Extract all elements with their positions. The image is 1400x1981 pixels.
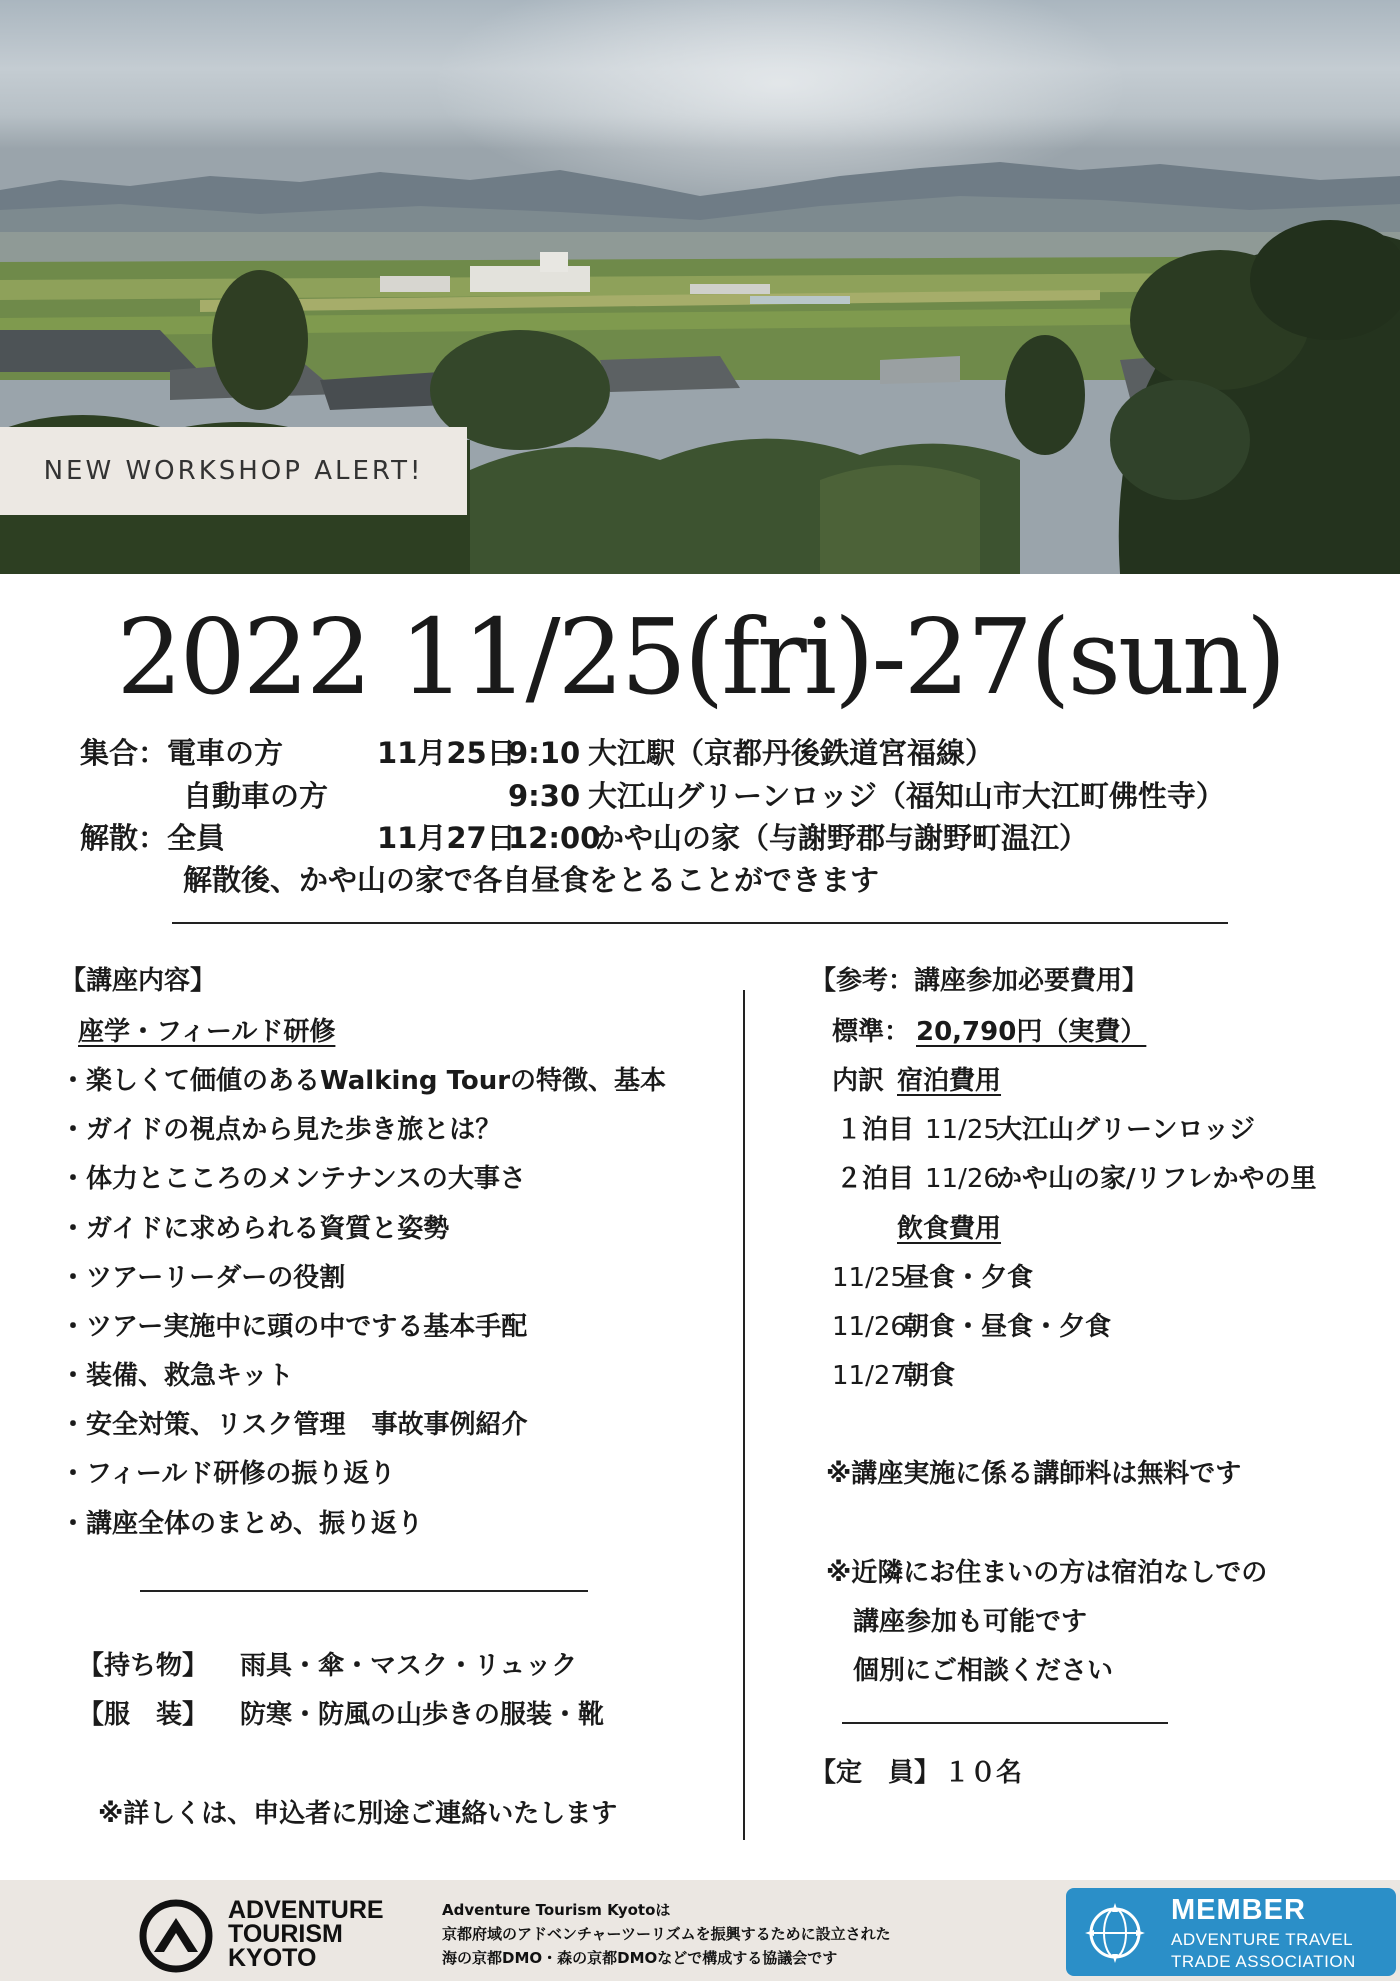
night1-place: 大江山グリーンロッジ — [996, 1115, 1255, 1145]
schedule-row1-place: 大江駅（京都丹後鉄道宮福線） — [588, 736, 995, 770]
lodging-label: 宿泊費用 — [897, 1066, 1002, 1096]
night2-date: 11/26 — [925, 1164, 1000, 1194]
capacity-value: １０名 — [944, 1758, 1023, 1788]
meal1-text: 昼食・夕食 — [903, 1263, 1034, 1293]
logo-line2: TOURISM — [228, 1920, 343, 1948]
course-item: ・ガイドの視点から見た歩き旅とは？ — [60, 1115, 502, 1145]
capacity-label: 【定 員】 — [810, 1758, 941, 1788]
schedule-row1-date: 11月25日 — [377, 736, 516, 770]
meal2-text: 朝食・昼食・夕食 — [903, 1312, 1112, 1342]
member-line2: TRADE ASSOCIATION — [1171, 1952, 1356, 1971]
meals-label: 飲食費用 — [897, 1214, 1002, 1244]
local-note-line1: ※近隣にお住まいの方は宿泊なしでの — [826, 1558, 1268, 1588]
schedule-row3-label: 解散：全員 — [80, 821, 226, 855]
breakdown-label: 内訳 — [832, 1066, 885, 1096]
clothing-value: 防寒・防風の山歩きの服装・靴 — [240, 1700, 605, 1730]
adventure-tourism-kyoto-logo-icon — [138, 1898, 214, 1974]
desc-line2: 京都府域のアドベンチャーツーリズムを振興するために設立された — [442, 1925, 891, 1943]
member-line1: ADVENTURE TRAVEL — [1171, 1930, 1354, 1949]
schedule-row3-date: 11月27日 — [377, 821, 516, 855]
course-item: ・ツアー実施中に頭の中でする基本手配 — [60, 1312, 528, 1342]
belongings-value: 雨具・傘・マスク・リュック — [240, 1651, 578, 1681]
course-item: ・ツアーリーダーの役割 — [60, 1263, 346, 1293]
cost-heading: 【参考：講座参加必要費用】 — [810, 966, 1149, 996]
local-note-line3: 個別にご相談ください — [853, 1656, 1114, 1686]
night1-label: １泊目 — [836, 1115, 915, 1145]
meal2-date: 11/26 — [832, 1312, 907, 1342]
standard-fee: 20,790円（実費） — [916, 1017, 1147, 1047]
course-item: ・体力とこころのメンテナンスの大事さ — [60, 1164, 526, 1194]
hero-photo — [0, 0, 1400, 574]
schedule-row1-label: 集合：電車の方 — [80, 736, 284, 770]
desc-line3: 海の京都DMO・森の京都DMOなどで構成する協議会です — [442, 1949, 838, 1967]
course-item: ・ガイドに求められる資質と姿勢 — [60, 1214, 450, 1244]
course-subheading: 座学・フィールド研修 — [78, 1017, 336, 1047]
globe-compass-icon — [1084, 1902, 1146, 1964]
footer-bar — [0, 1880, 1400, 1981]
instructor-fee-note: ※講座実施に係る講師料は無料です — [826, 1459, 1242, 1489]
course-item: ・フィールド研修の振り返り — [60, 1459, 396, 1489]
logo-line3: KYOTO — [228, 1944, 317, 1972]
org-description — [442, 1898, 891, 1970]
night2-label: ２泊目 — [836, 1164, 915, 1194]
logo-line1: ADVENTURE — [228, 1896, 384, 1924]
meal3-date: 11/27 — [832, 1361, 907, 1391]
column-divider — [743, 990, 745, 1840]
cost-divider — [842, 1722, 1168, 1724]
local-note-line2: 講座参加も可能です — [853, 1607, 1088, 1637]
org-logo-text — [228, 1898, 384, 1970]
course-heading: 【講座内容】 — [60, 966, 217, 996]
schedule-row1-time: 9:10 — [508, 736, 581, 770]
schedule-row3-time: 12:00 — [508, 821, 601, 855]
desc-line1: Adventure Tourism Kyotoは — [442, 1901, 671, 1919]
schedule-row2-place: 大江山グリーンロッジ（福知山市大江町佛性寺） — [588, 779, 1225, 813]
event-dates-headline: 2022 11/25(fri)-27(sun) — [116, 596, 1284, 718]
standard-label: 標準： — [832, 1017, 911, 1047]
meal1-date: 11/25 — [832, 1263, 907, 1293]
course-item: ・楽しくて価値のあるWalking Tourの特徴、基本 — [60, 1066, 667, 1096]
contact-note: ※詳しくは、申込者に別途ご連絡いたします — [98, 1799, 618, 1829]
workshop-alert-text: NEW WORKSHOP ALERT! — [43, 456, 424, 486]
night1-date: 11/25 — [925, 1115, 1000, 1145]
schedule-dismissal-note: 解散後、かや山の家で各自昼食をとることができます — [183, 863, 880, 897]
schedule-row2-time: 9:30 — [508, 779, 581, 813]
schedule-row2-label: 自動車の方 — [183, 779, 329, 813]
night2-place: かや山の家/リフレかやの里 — [996, 1164, 1317, 1194]
clothing-label: 【服 装】 — [78, 1700, 209, 1730]
course-item: ・装備、救急キット — [60, 1361, 294, 1391]
workshop-alert-banner — [0, 427, 467, 515]
belongings-label: 【持ち物】 — [78, 1651, 209, 1681]
schedule-row3-place: かや山の家（与謝野郡与謝野町温江） — [595, 821, 1089, 855]
course-divider — [140, 1590, 588, 1592]
member-title: MEMBER — [1171, 1894, 1306, 1926]
atta-member-badge — [1066, 1888, 1396, 1976]
meal3-text: 朝食 — [903, 1361, 956, 1391]
course-item: ・講座全体のまとめ、振り返り — [60, 1509, 423, 1539]
course-item: ・安全対策、リスク管理 事故事例紹介 — [60, 1410, 528, 1440]
schedule-divider — [172, 922, 1228, 924]
